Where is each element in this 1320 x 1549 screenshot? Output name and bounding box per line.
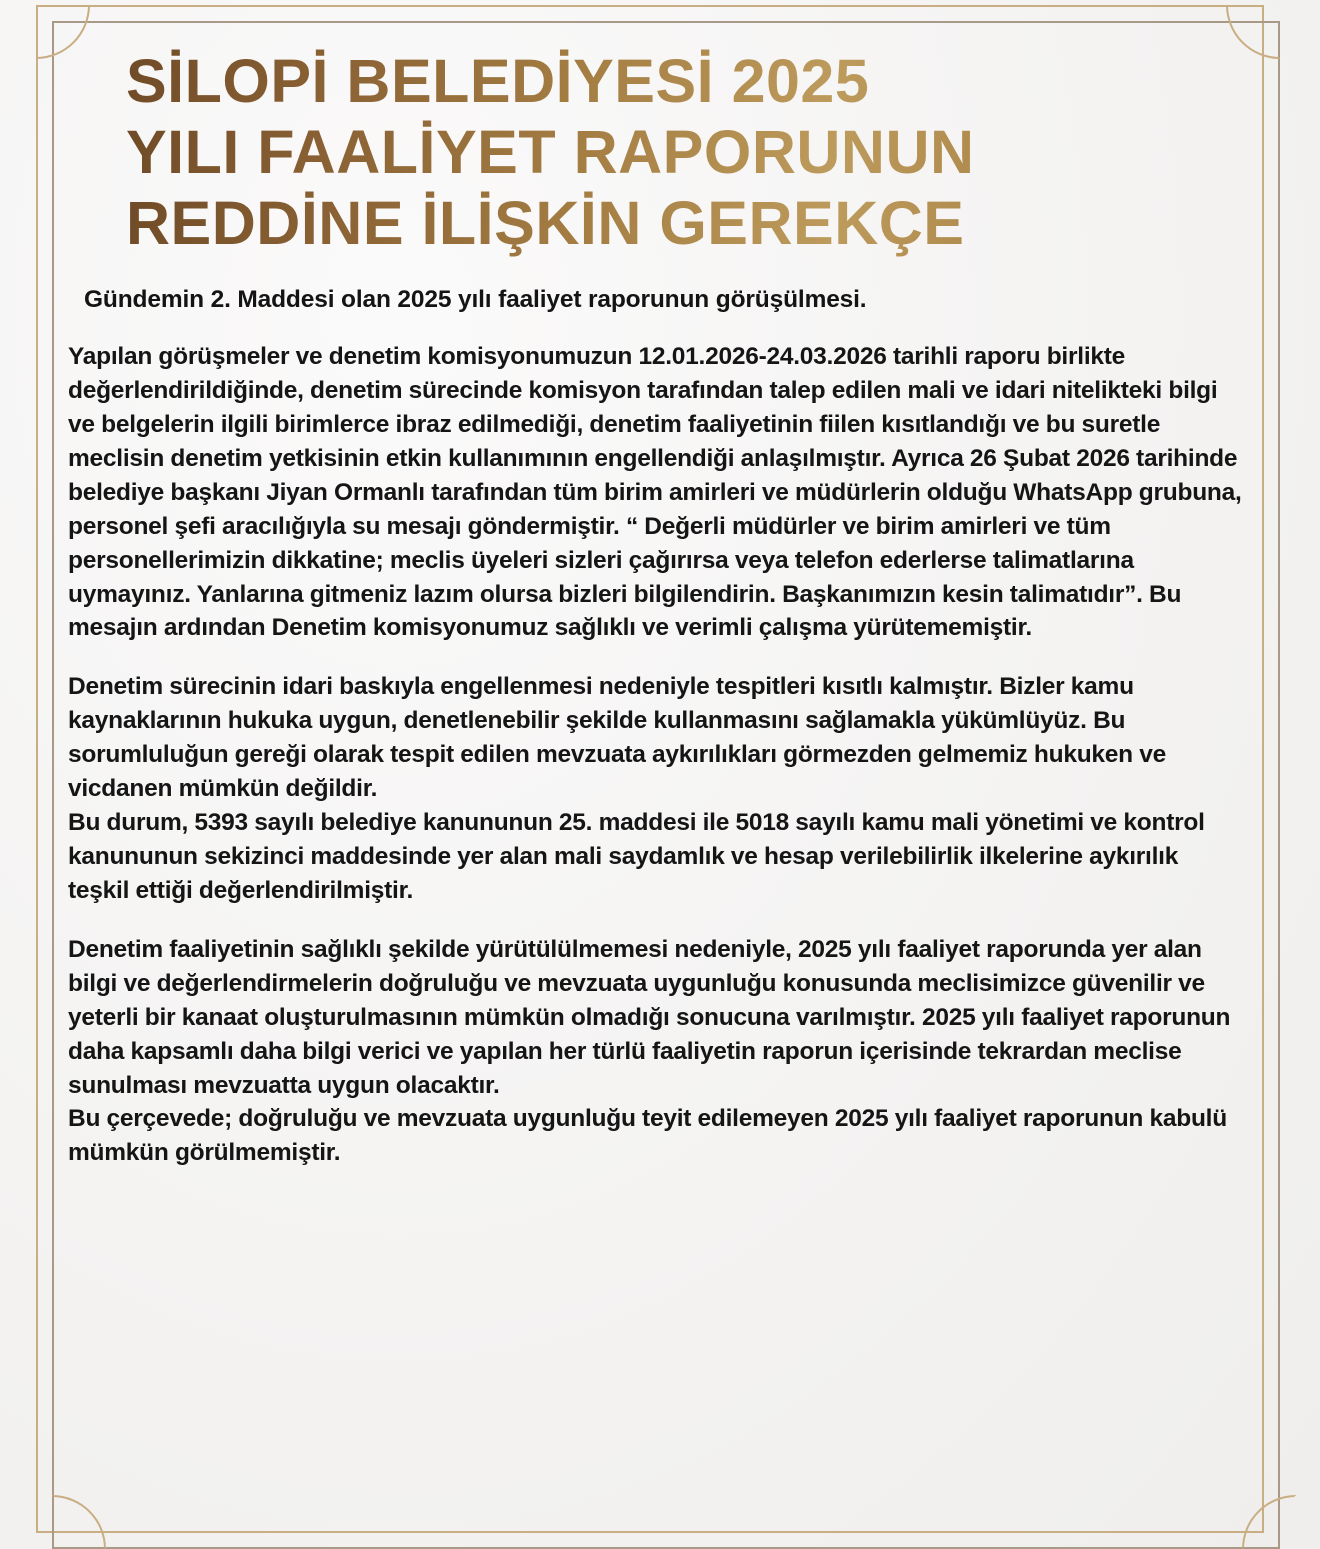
title-line-2: YILI FAALİYET RAPORUNUN bbox=[126, 117, 1248, 188]
document-body bbox=[68, 340, 1258, 1170]
paragraph-5: Bu çerçevede; doğruluğu ve mevzuata uygunluğu teyit edilemeyen 2025 yılı faaliyet raporunun kabulü mümkün görülmemiştir. bbox=[68, 1105, 1227, 1167]
paragraph-1: Yapılan görüşmeler ve denetim komisyonumuzun 12.01.2026-24.03.2026 tarihli raporu birlikte değerlendirildiğinde, denetim sürecinde komisyon tarafından talep edilen mali ve idari nitelikteki bilgi ve belgelerin ilgili birimlerce ibraz edilmediği, denetim faaliyetinin fiilen kısıtlandığı ve bu suretle meclisin denetim yetkisinin etkin kullanımının engellendiği anlaşılmıştır. Ayrıca 26 Şubat 2026 tarihinde belediye başkanı Jiyan Ormanlı tarafından tüm birim amirleri ve müdürlerin olduğu WhatsApp grubuna, personel şefi aracılığıyla su mesajı göndermiştir. “ Değerli müdürler ve birim amirleri ve tüm personellerimizin dikkatine; meclis üyeleri sizleri çağırırsa veya telefon ederlerse talimatlarına uymayınız. Yanlarına gitmeniz lazım olursa bizleri bilgilendirin. Başkanımızın kesin talimatıdır”. Bu mesajın ardından Denetim komisyonumuz sağlıklı ve verimli çalışma yürütememiştir. bbox=[68, 343, 1242, 642]
document-content bbox=[68, 0, 1258, 1549]
paragraph-3: Bu durum, 5393 sayılı belediye kanununun 25. maddesi ile 5018 sayılı kamu mali yönetimi ve kontrol kanununun sekizinci maddesinde yer alan mali saydamlık ve hesap verilebilirlik ilkelerine aykırılık teşkil ettiği değerlendirilmiştir. bbox=[68, 809, 1205, 904]
title-line-1: SİLOPİ BELEDİYESİ 2025 bbox=[126, 46, 1248, 117]
page-title bbox=[68, 0, 1258, 258]
paragraph-2: Denetim sürecinin idari baskıyla engellenmesi nedeniyle tespitleri kısıtlı kalmıştır. Bizler kamu kaynaklarının hukuka uygun, denetlenebilir şekilde kullanmasını sağlamakla yükümlüyüz. Bu sorumluluğun gereği olarak tespit edilen mevzuata aykırılıkları görmezden gelmemiz hukuken ve vicdanen mümkün değildir. bbox=[68, 673, 1167, 803]
agenda-item-line: Gündemin 2. Maddesi olan 2025 yılı faaliyet raporunun görüşülmesi. bbox=[84, 286, 867, 314]
title-line-3: REDDİNE İLİŞKİN GEREKÇE bbox=[126, 188, 1248, 259]
paragraph-4: Denetim faaliyetinin sağlıklı şekilde yürütülülmemesi nedeniyle, 2025 yılı faaliyet raporunda yer alan bilgi ve değerlendirmelerin doğruluğu ve mevzuata uygunluğu konusunda meclisimizce güvenilir ve yeterli bir kanaat oluşturulmasının mümkün olmadığı sonucuna varılmıştır. 2025 yılı faaliyet raporunun daha kapsamlı daha bilgi verici ve yapılan her türlü faaliyetin raporun içerisinde tekrardan meclise sunulması mevzuatta uygun olacaktır. bbox=[68, 935, 1231, 1099]
